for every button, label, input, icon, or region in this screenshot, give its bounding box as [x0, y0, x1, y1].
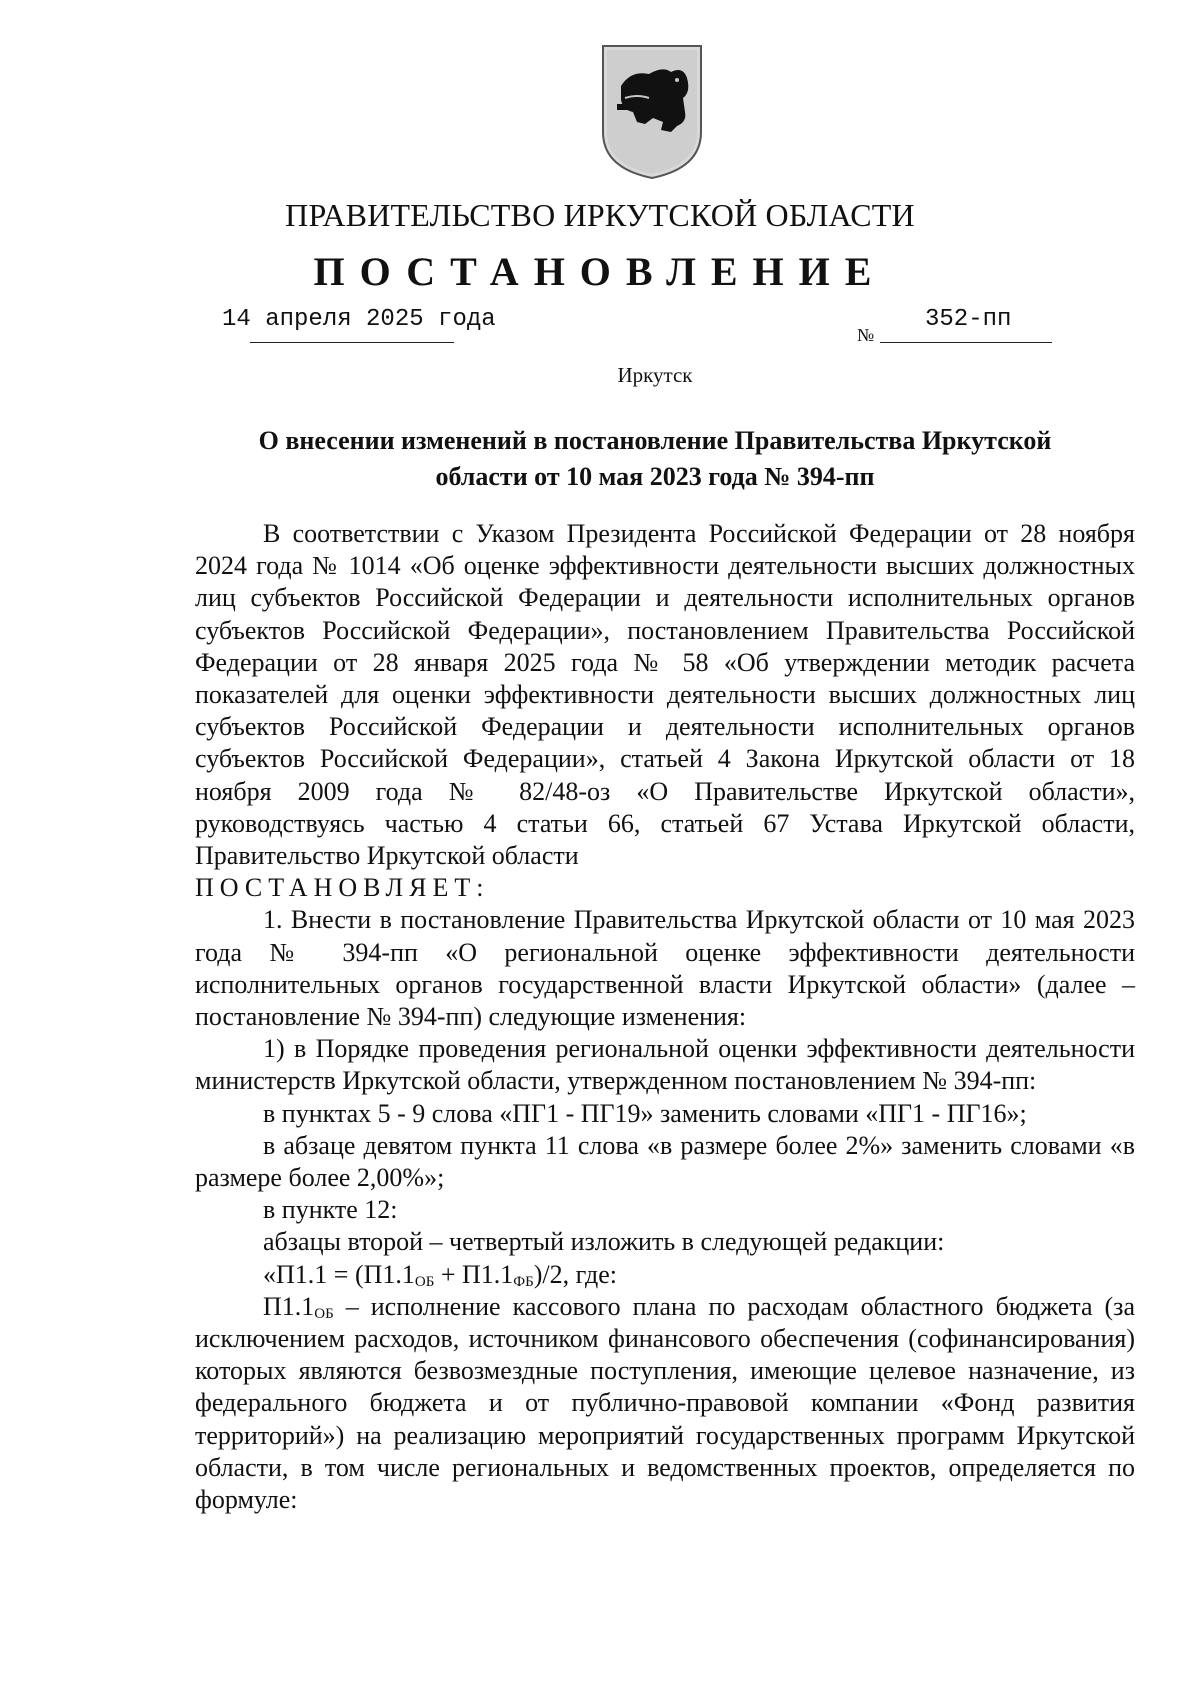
formula-paragraph — [195, 1259, 1135, 1291]
definition-text: – исполнение кассового плана по расходам областного бюджета (за исключением расходов, источником финансового обеспечения (софинансирования) которых являются безвозмездные поступления, имеющие целевое назначение, из федерального бюджета и от публично-правовой компании «Фонд развития территорий») на реализацию мероприятий государственных программ Иркутской области, в том числе региональных и ведомственных проектов, определяется по формуле: — [195, 1291, 1135, 1515]
formula-part-c: )/2, где: — [533, 1259, 617, 1289]
resolves-paragraph: ПОСТАНОВЛЯЕТ: — [195, 873, 490, 903]
number-underline — [880, 342, 1052, 343]
document-date: 14 апреля 2025 года — [222, 306, 496, 333]
subitem-1-paragraph: 1) в Порядке проведения региональной оценки эффективности деятельности министерств Иркутской области, утвержденном постановлением № 394-пп: — [195, 1034, 1135, 1096]
irkutsk-coat-of-arms-icon — [597, 40, 707, 182]
item-1-paragraph: 1. Внести в постановление Правительства Иркутской области от 10 мая 2023 года № 394-пп «О региональной оценке эффективности деятельности исполнительных органов государственной власти Иркутской области» (далее – постановление № 394-пп) следующие изменения: — [195, 905, 1135, 1032]
title-line-1: О внесении изменений в постановление Правительства Иркутской — [258, 426, 1052, 455]
organization-name: ПРАВИТЕЛЬСТВО ИРКУТСКОЙ ОБЛАСТИ — [285, 197, 915, 233]
preamble-paragraph: В соответствии с Указом Президента Российской Федерации от 28 ноября 2024 года № 1014 «Об оценке эффективности деятельности высших должностных лиц субъектов Российской Федерации и деятельности исполнительных органов субъектов Российской Федерации», постановлением Правительства Российской Федерации от 28 января 2025 года № 58 «Об утверждении методик расчета показателей для оценки эффективности деятельности высших должностных лиц субъектов Российской Федерации и деятельности исполнительных органов субъектов Российской Федерации», статьей 4 Закона Иркутской области от 18 ноября 2009 года № 82/48-оз «О Правительстве Иркутской области», руководствуясь частью 4 статьи 66, статьей 67 Устава Иркутской области, Правительство Иркутской области — [195, 519, 1135, 871]
formula-sub-fb: ФБ — [513, 1273, 534, 1290]
abzacy-paragraph: абзацы второй – четвертый изложить в следующей редакции: — [263, 1227, 945, 1257]
document-title — [180, 423, 1130, 495]
point-12-paragraph: в пункте 12: — [263, 1195, 398, 1225]
points-paragraph: в пунктах 5 - 9 слова «ПГ1 - ПГ19» заменить словами «ПГ1 - ПГ16»; — [263, 1098, 1027, 1128]
document-body — [195, 518, 1135, 1516]
definition-symbol: П1.1 — [263, 1291, 315, 1321]
document-number: 352-пп — [925, 306, 1012, 333]
definition-paragraph — [195, 1291, 1135, 1516]
date-underline — [250, 342, 454, 343]
title-line-2: области от 10 мая 2023 года № 394-пп — [435, 462, 875, 491]
formula-part-b: + П1.1 — [434, 1259, 514, 1289]
definition-sub: ОБ — [314, 1305, 334, 1322]
number-sign: № — [857, 325, 875, 345]
formula-sub-ob: ОБ — [414, 1273, 435, 1290]
formula-part-a: «П1.1 = (П1.1 — [263, 1259, 415, 1289]
abzac-paragraph: в абзаце девятом пункта 11 слова «в размере более 2%» заменить словами «в размере более 2,00%»; — [195, 1130, 1135, 1193]
document-type: ПОСТАНОВЛЕНИЕ — [313, 249, 887, 294]
city: Иркутск — [617, 363, 693, 387]
